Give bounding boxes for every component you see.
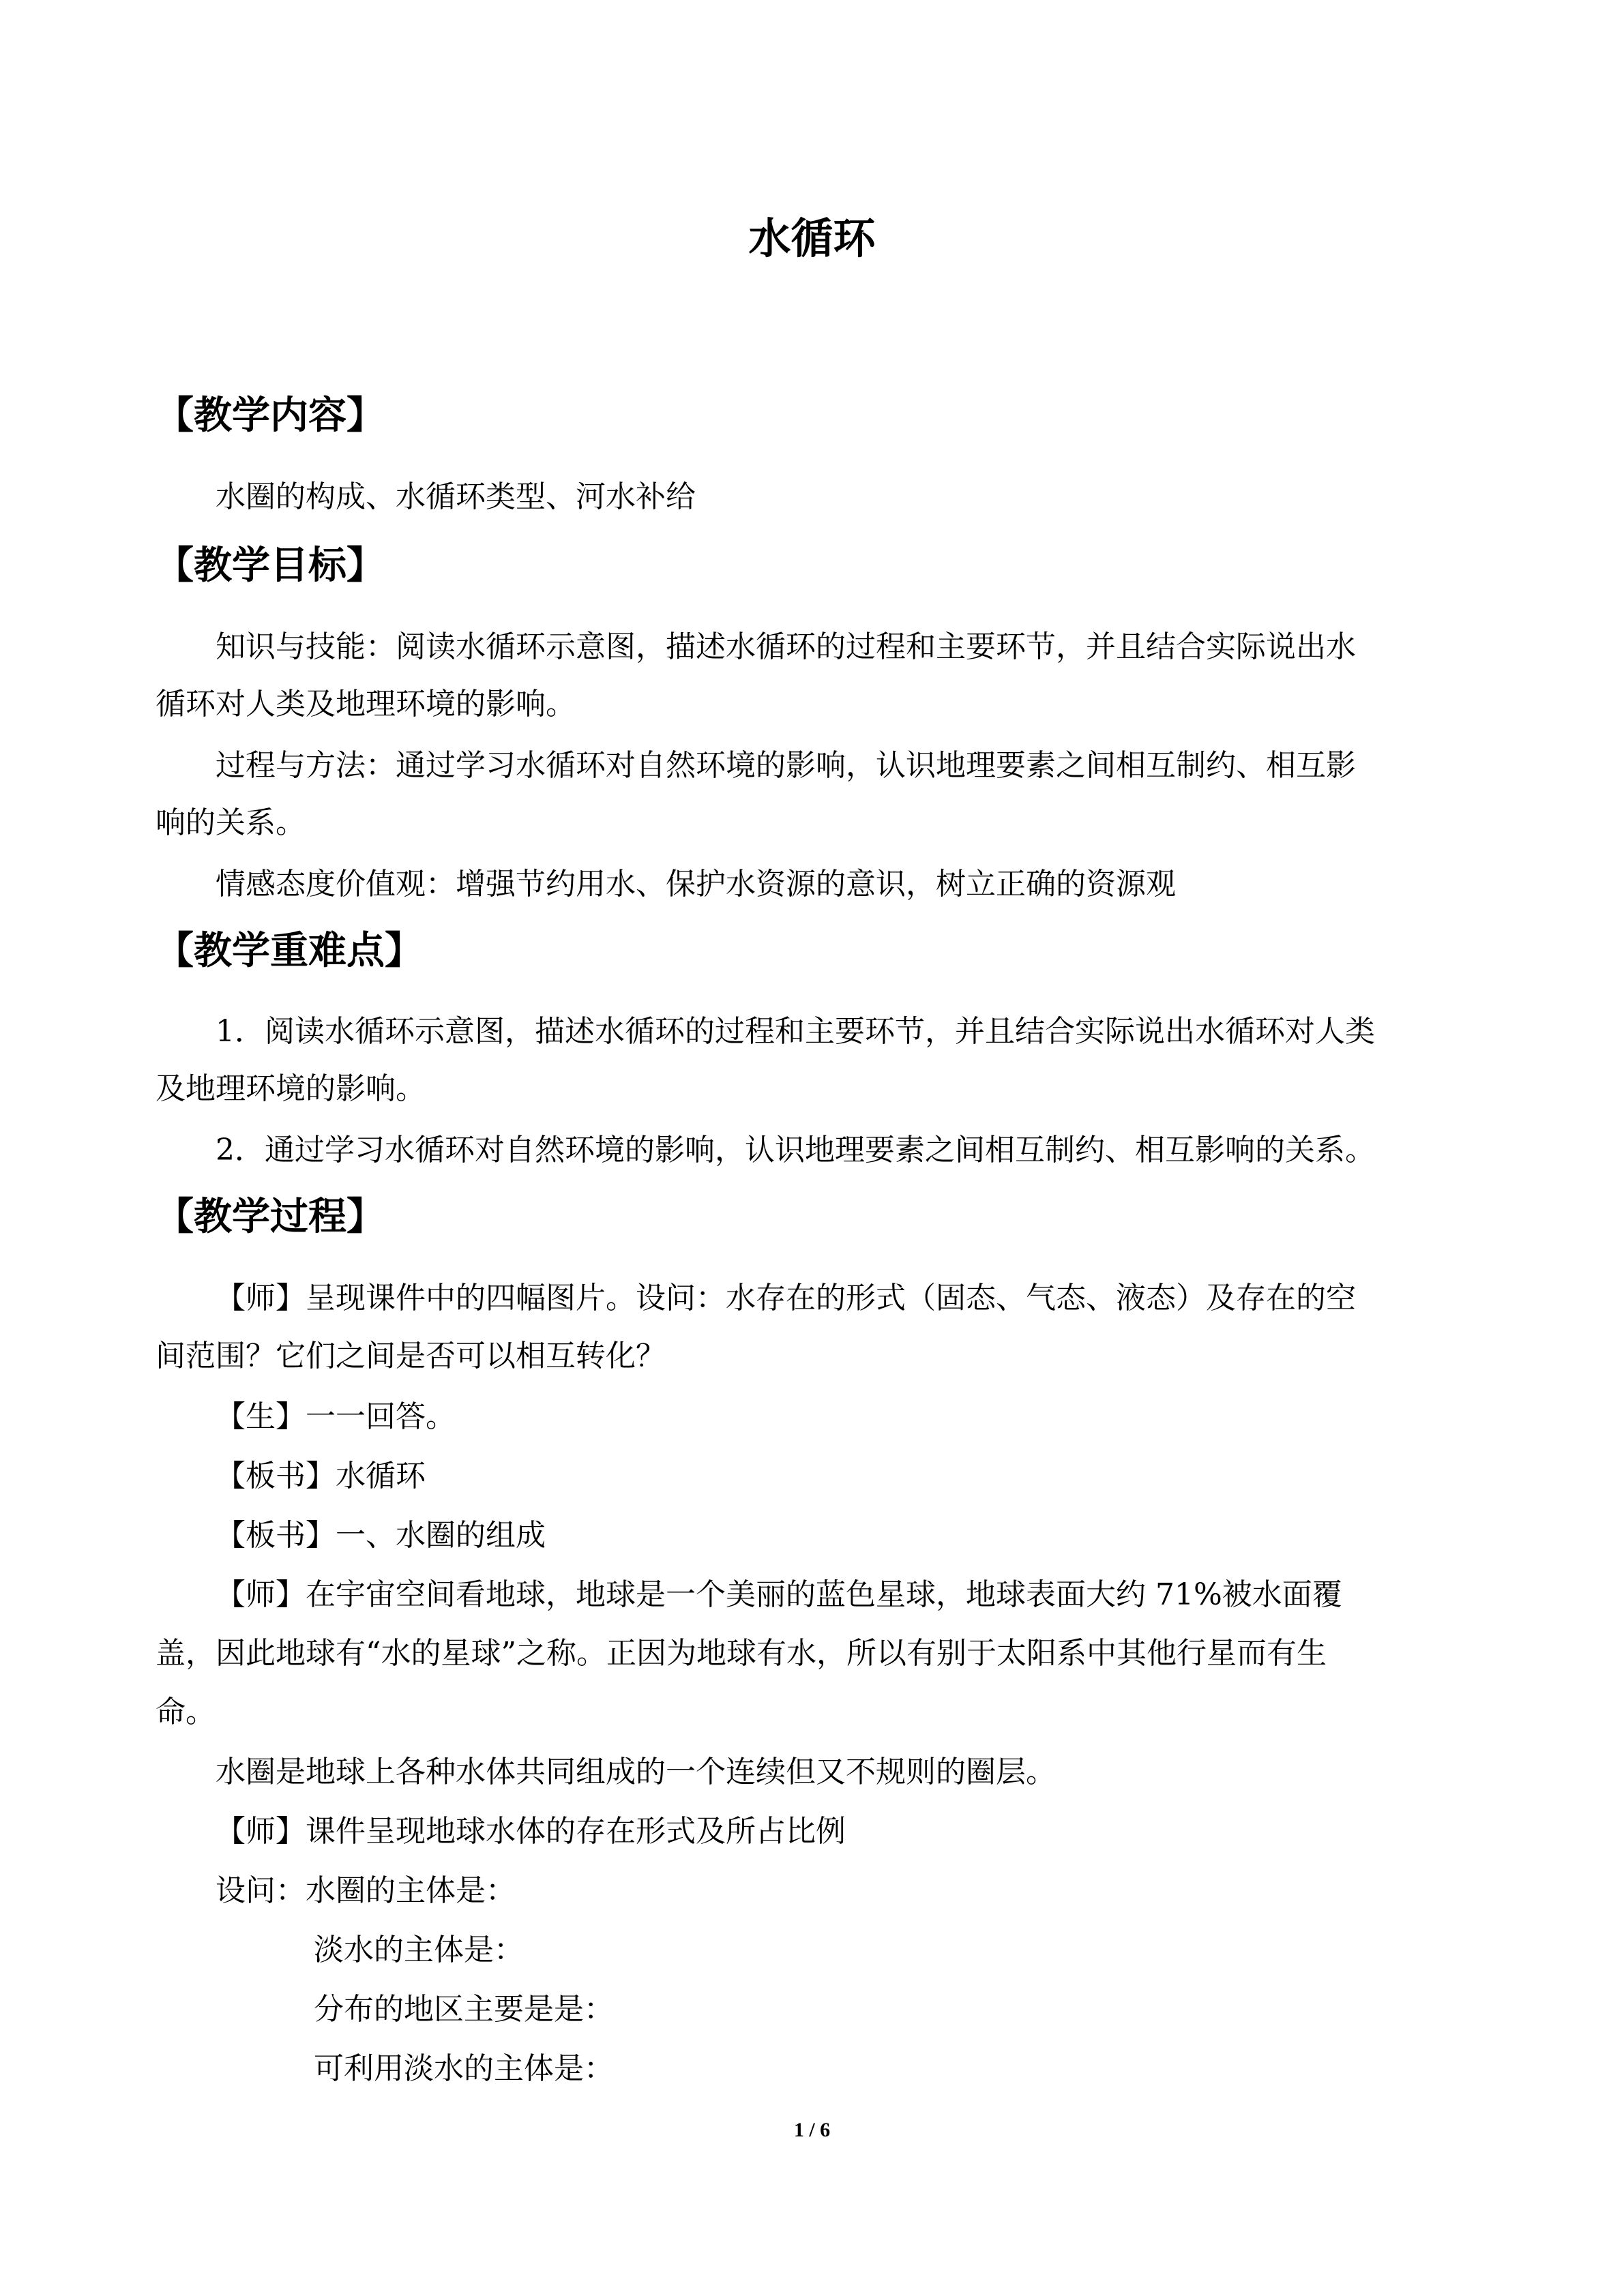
process-line: 【板书】一、水圈的组成: [216, 1518, 546, 1553]
process-line: 可利用淡水的主体是：: [314, 2051, 614, 2086]
heading-key-points: 【教学重难点】: [156, 929, 423, 973]
process-line: 【师】呈现课件中的四幅图片。设问：水存在的形式（固态、气态、液态）及存在的空: [216, 1281, 1356, 1315]
page-number: 1 / 6: [793, 2119, 831, 2141]
key-points-line: 2．通过学习水循环对自然环境的影响，认识地理要素之间相互制约、相互影响的关系。: [216, 1133, 1375, 1167]
process-line: 【板书】水循环: [216, 1459, 426, 1493]
objectives-line: 过程与方法：通过学习水循环对自然环境的影响，认识地理要素之间相互制约、相互影: [216, 748, 1356, 783]
key-points-line: 1．阅读水循环示意图，描述水循环的过程和主要环节，并且结合实际说出水循环对人类: [216, 1014, 1375, 1049]
process-line: 淡水的主体是：: [314, 1933, 524, 1967]
objectives-line: 知识与技能：阅读水循环示意图，描述水循环的过程和主要环节，并且结合实际说出水: [216, 629, 1356, 664]
process-line: 【师】课件呈现地球水体的存在形式及所占比例: [216, 1814, 846, 1849]
heading-teaching-process: 【教学过程】: [156, 1195, 385, 1239]
process-line: 间范围？它们之间是否可以相互转化？: [156, 1339, 666, 1373]
heading-teaching-objectives: 【教学目标】: [156, 543, 385, 588]
process-line: 分布的地区主要是是：: [314, 1992, 614, 2027]
key-points-line: 及地理环境的影响。: [156, 1071, 426, 1106]
heading-teaching-content: 【教学内容】: [156, 393, 385, 438]
process-line: 【生】一一回答。: [216, 1399, 456, 1434]
process-line: 【师】在宇宙空间看地球，地球是一个美丽的蓝色星球，地球表面大约 71%被水面覆: [216, 1577, 1342, 1612]
content-line: 水圈的构成、水循环类型、河水补给: [216, 479, 696, 514]
process-line: 设问：水圈的主体是：: [216, 1873, 516, 1908]
process-line: 水圈是地球上各种水体共同组成的一个连续但又不规则的圈层。: [216, 1755, 1056, 1789]
objectives-line: 情感态度价值观：增强节约用水、保护水资源的意识，树立正确的资源观: [216, 867, 1176, 901]
process-line: 盖，因此地球有“水的星球”之称。正因为地球有水，所以有别于太阳系中其他行星而有生: [156, 1636, 1327, 1671]
objectives-line: 响的关系。: [156, 805, 306, 840]
objectives-line: 循环对人类及地理环境的影响。: [156, 687, 576, 721]
process-line: 命。: [156, 1695, 216, 1729]
document-title: 水循环: [748, 213, 876, 263]
